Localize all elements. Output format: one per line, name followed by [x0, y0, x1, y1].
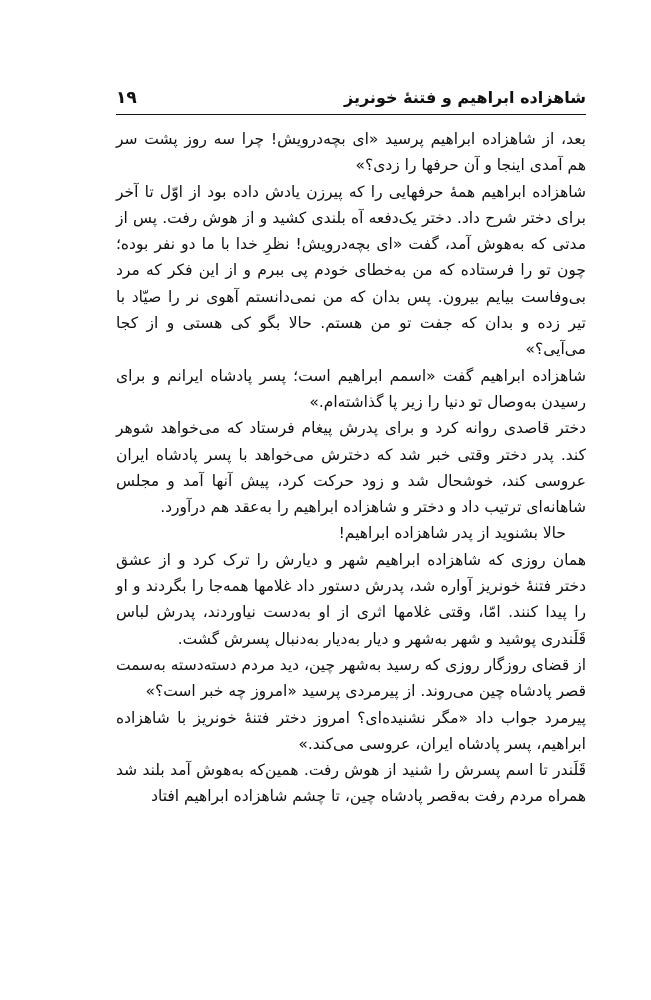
- paragraph: حالا بشنوید از پدر شاهزاده ابراهیم!: [338, 524, 566, 543]
- paragraph: دختر قاصدی روانه کرد و برای پدرش پیغام فرستاد که می‌خواهد شوهر کند. پدر دختر وقتی خبر شد که دخترش می‌خواهد با پسر پادشاه ایران عروسی کند، خوشحال شد و زود حرکت کرد، پیش آنها آمد و مجلس شاهانه‌ای ترتیب داد و دختر و شاهزاده ابراهیم را به‌عقد هم درآورد.: [116, 419, 586, 517]
- paragraph: بعد، از شاهزاده ابراهیم پرسید «ای بچه‌درویش! چرا سه روز پشت سر هم آمدی اینجا و آن حرفها را زدی؟»: [116, 130, 586, 175]
- running-header-title: شاهزاده ابراهیم و فتنهٔ خونریز: [344, 88, 586, 107]
- paragraph: قَلَندر تا اسم پسرش را شنید از هوش رفت. همین‌که به‌هوش آمد بلند شد همراه مردم رفت به‌قصر پادشاه چین، تا چشم شاهزاده ابراهیم افتاد: [116, 761, 586, 806]
- paragraph: همان روزی که شاهزاده ابراهیم شهر و دیارش را ترک کرد و از عشق دختر فتنهٔ خونریز آواره شد، پدرش دستور داد غلامها همه‌جا را بگردند و او را پیدا کنند. امّا، وقتی غلامها اثری از او به‌دست نیاوردند، پدرش لباس قَلَندری پوشید و شهر به‌شهر و دیار به‌دیار به‌دنبال پسرش گشت.: [116, 550, 586, 648]
- running-header: [116, 86, 586, 114]
- paragraph: از قضای روزگار روزی که رسید به‌شهر چین، دید مردم دسته‌دسته به‌سمت قصر پادشاه چین می‌روند. از پیرمردی پرسید «امروز چه خبر است؟»: [116, 655, 586, 701]
- body-text: [116, 126, 586, 810]
- header-rule: [116, 114, 586, 115]
- page-number: ۱۹: [116, 88, 137, 108]
- paragraph: پیرمرد جواب داد «مگر نشنیده‌ای؟ امروز دختر فتنهٔ خونریز با شاهزاده ابراهیم، پسر پادشاه ایران، عروسی می‌کند.»: [116, 708, 586, 753]
- paragraph: شاهزاده ابراهیم گفت «اسمم ابراهیم است؛ پسر پادشاه ایرانم و برای رسیدن به‌وصال تو دنیا را زیر پا گذاشته‌ام.»: [116, 366, 586, 411]
- paragraph: شاهزاده ابراهیم همهٔ حرفهایی را که پیرزن یادش داده بود از اوّل تا آخر برای دختر شرح داد. دختر یک‌دفعه آه بلندی کشید و از هوش رفت. پس از مدتی که به‌هوش آمد، گفت «ای بچه‌درویش! نظرِ خدا با ما دو نفر بوده؛ چون تو را فرستاده که من به‌خطای خودم پی ببرم و از این فکر که مرد بی‌وفاست بیایم بیرون. پس بدان که من نمی‌دانستم آهوی نر را صیّاد با تیر زده و بدان که جفت تو من هستم. حالا بگو کی هستی و از کجا می‌آیی؟»: [116, 182, 586, 359]
